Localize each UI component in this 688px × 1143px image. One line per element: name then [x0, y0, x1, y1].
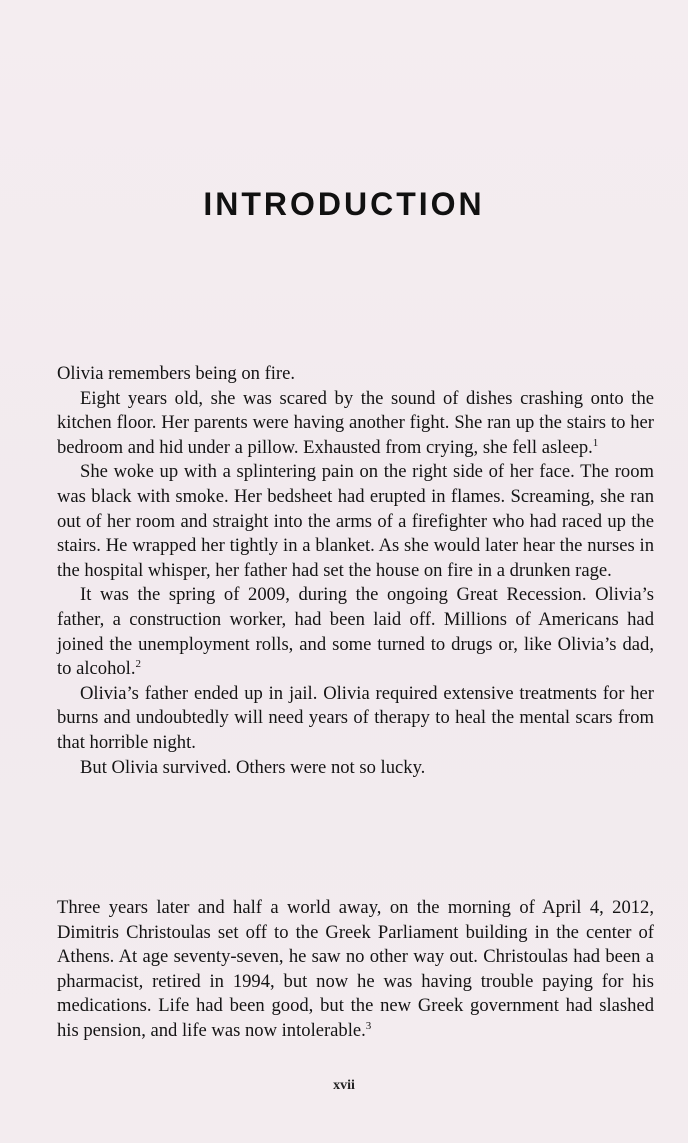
paragraph-text: She woke up with a splintering pain on the right side of her face. The room was black with smoke. Her bedsheet had erupted in flames. Screaming, she ran out of her room and straight into the arms of a firefighter who had raced up the stairs. He wrapped her tightly in a blanket. As she would later hear the nurses in the hospital whisper, her father had set the house on fire in a drunken rage. — [57, 461, 654, 581]
paragraph-text: Eight years old, she was scared by the sound of dishes crashing onto the kitchen floor. Her parents were having another fight. She ran up the stairs to her bedroom and hid under a pillow. Exhausted from crying, she fell asleep. — [57, 387, 654, 458]
footnote-marker: 2 — [135, 658, 141, 671]
opening-section — [57, 362, 654, 780]
paragraph-text: But Olivia survived. Others were not so lucky. — [80, 756, 426, 778]
paragraph-text: Three years later and half a world away, on the morning of April 4, 2012, Dimitris Christoulas set off to the Greek Parliament building in the center of Athens. At age seventy-seven, he saw no other way out. Christoulas had been a pharmacist, retired in 1994, but now he was having trouble paying for his medications. Life had been good, but the new Greek government had slashed his pension, and life was now intolerable. — [57, 897, 654, 1041]
second-section — [57, 896, 654, 1044]
paragraph-text: Olivia remembers being on fire. — [57, 363, 296, 384]
paragraph — [57, 896, 654, 1044]
paragraph — [57, 756, 654, 781]
footnote-marker: 3 — [365, 1019, 372, 1032]
paragraph — [57, 460, 654, 583]
paragraph — [57, 387, 654, 461]
paragraph — [57, 362, 654, 387]
paragraph-text: It was the spring of 2009, during the ongoing Great Recession. Olivia’s father, a construction worker, had been laid off. Millions of Americans had joined the unemployment rolls, and some turned to drugs or, like Olivia’s dad, to alcohol. — [57, 584, 654, 680]
paragraph-text: Olivia’s father ended up in jail. Olivia required extensive treatments for her burns and undoubtedly will need years of therapy to heal the mental scars from that horrible night. — [57, 682, 654, 753]
footnote-marker: 1 — [592, 436, 599, 449]
paragraph — [57, 583, 654, 681]
paragraph — [57, 682, 654, 756]
chapter-title: INTRODUCTION — [203, 186, 485, 222]
page-number: xvii — [333, 1078, 355, 1093]
